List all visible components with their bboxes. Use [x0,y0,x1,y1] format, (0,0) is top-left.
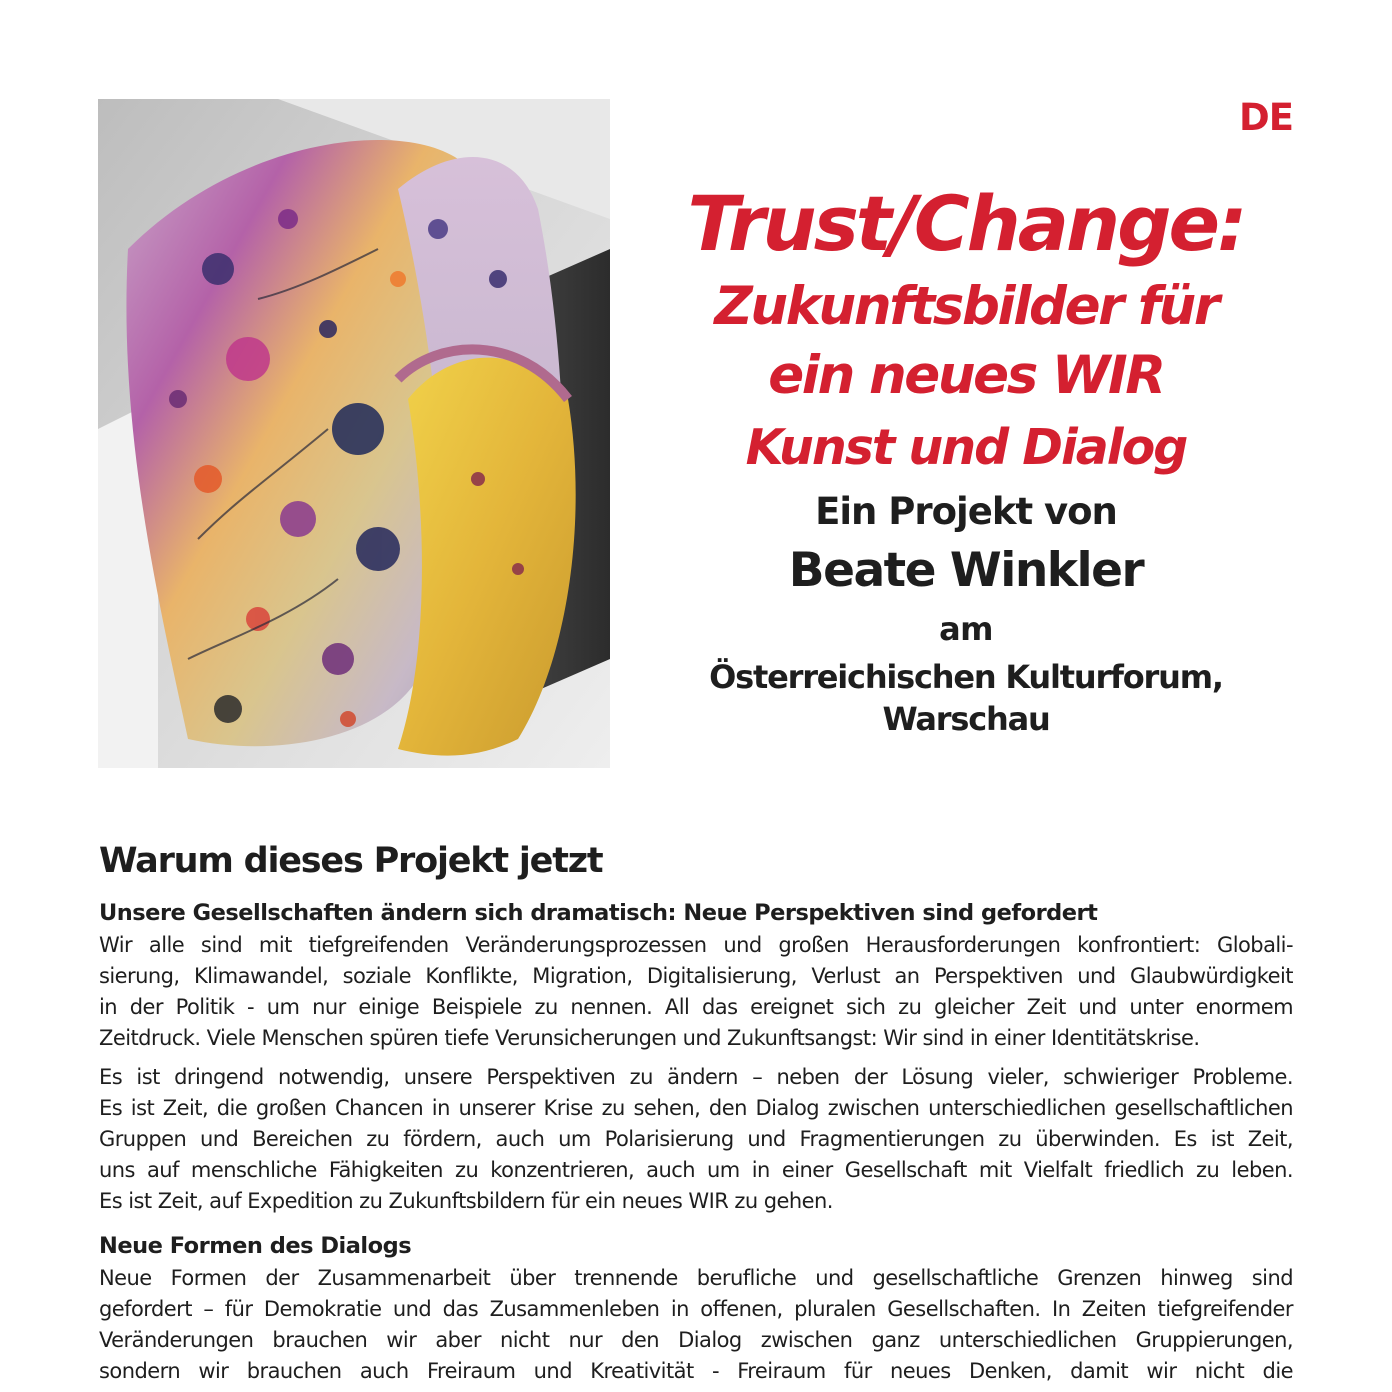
language-tag: DE [1239,96,1293,139]
text-line: sondern wir brauchen auch Freiraum und Kreativität - Freiraum für neues Denken, damit wir nicht die [99,1359,1293,1383]
section-1-paragraph-1 [99,930,1293,1054]
section-2-subheading: Neue Formen des Dialogs [99,1233,412,1259]
subtitle-line-2: ein neues WIR [768,345,1164,406]
text-line: gefordert – für Demokratie und das Zusammenleben in offenen, pluralen Gesellschaften. In Zeiten tiefgreifender [99,1297,1293,1321]
text-line: Es ist Zeit, auf Expedition zu Zukunftsbildern für ein neues WIR zu gehen. [99,1189,833,1213]
section-1-subheading: Unsere Gesellschaften ändern sich dramatisch: Neue Perspektiven sind gefordert [99,900,1098,926]
venue-line-1: Österreichischen Kulturforum, [709,658,1223,696]
text-line: Veränderungen brauchen wir aber nicht nur den Dialog zwischen ganz unterschiedlichen Gruppierungen, [99,1328,1293,1352]
article-heading: Warum dieses Projekt jetzt [99,841,603,881]
project-by-label: Ein Projekt von [815,490,1117,533]
text-line: sierung, Klimawandel, soziale Konflikte, Migration, Digitalisierung, Verlust an Perspektiven und Glaubwürdigkeit [99,964,1293,988]
article [99,836,1293,1392]
title-block [640,176,1292,740]
main-title: Trust/Change: [687,179,1245,268]
author-name: Beate Winkler [788,543,1144,598]
text-line: Zeitdruck. Viele Menschen spüren tiefe Verunsicherungen und Zukunftsangst: Wir sind in einer Identitätskrise. [99,1026,1200,1050]
text-line: Neue Formen der Zusammenarbeit über trennende berufliche und gesellschaftliche Grenzen hinweg sind [99,1266,1293,1290]
artwork-photo [98,99,610,768]
subtitle-line-1: Zukunftsbilder für [714,276,1218,337]
text-line: Gruppen und Bereichen zu fördern, auch um Polarisierung und Fragmentierungen zu überwinden. Es ist Zeit, [99,1127,1293,1151]
section-1-paragraph-2 [99,1062,1293,1217]
text-line: uns auf menschliche Fähigkeiten zu konzentrieren, auch um in einer Gesellschaft mit Vielfalt friedlich zu leben. [99,1158,1293,1182]
text-line: Es ist dringend notwendig, unsere Perspektiven zu ändern – neben der Lösung vieler, schwieriger Probleme. [99,1065,1293,1089]
text-line: Wir alle sind mit tiefgreifenden Veränderungsprozessen und großen Herausforderungen konfrontiert: Globali- [99,933,1293,957]
text-line: Es ist Zeit, die großen Chancen in unserer Krise zu sehen, den Dialog zwischen unterschiedlichen gesellschaftlichen [99,1096,1293,1120]
venue-line-2: Warschau [882,700,1050,738]
subtitle-line-3: Kunst und Dialog [745,419,1187,476]
text-line: in der Politik - um nur einige Beispiele zu nennen. All das ereignet sich zu gleicher Zeit und unter enormem [99,995,1293,1019]
section-2-paragraph-1 [99,1263,1293,1387]
at-label: am [939,610,993,648]
